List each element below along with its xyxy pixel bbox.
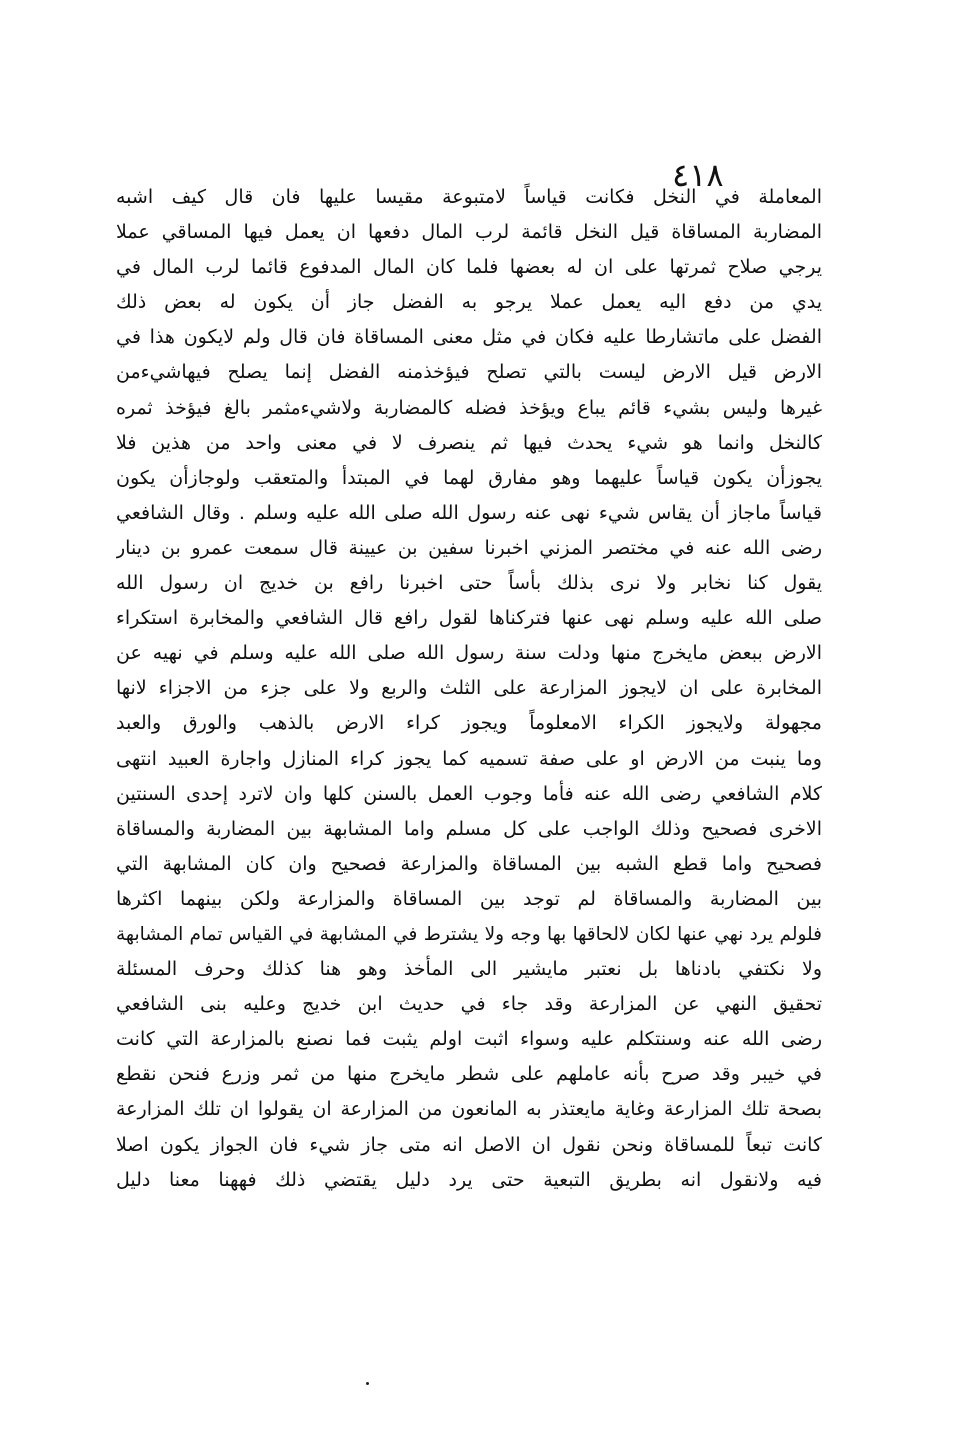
text-line: بين المضاربة والمساقاة لم توجد بين المساقاة والمزارعة ولكن بينهما اكثرها xyxy=(116,887,822,910)
text-line: كانت تبعاً للمساقاة ونحن نقول ان الاصل انه متى جاز شيء فان الجواز يكون اصلا xyxy=(116,1133,822,1156)
text-line: كالنخل وانما هو شيء يحدث فيها ثم ينصرف لا في معنى واحد من هذين فلا xyxy=(116,431,822,454)
text-line: في خيبر وقد صرح بأنه عاملهم على شطر مايخرج منها من ثمر وزرع فنحن نقطع xyxy=(116,1063,822,1086)
text-line: مجهولة ولايجوز الكراء الامعلوماً ويجوز كراء الارض بالذهب والورق والعبد xyxy=(116,712,822,735)
text-line: رضى الله عنه وسنتكلم عليه وسواء اثبت اولم يثبت فما نصنع بالمزارعة التي كانت xyxy=(116,1028,822,1051)
text-line: يرجي صلاح ثمرتها على ان له بعضها فلما كان المال المدفوع قائما لرب المال في xyxy=(116,256,822,279)
text-line: كلام الشافعي رضى الله عنه فأما وجوب العمل بالسنن كلها وان لاترد إحدى السنتين xyxy=(116,782,822,805)
text-line: يدي من دفع اليه يعمل عملا يرجو به الفضل جاز أن يكون له بعض ذلك xyxy=(116,291,822,314)
scan-speck xyxy=(366,1382,369,1385)
text-line: يقول كنا نخابر ولا نرى بذلك بأساً حتى اخبرنا رافع بن خديج ان رسول الله xyxy=(116,572,822,595)
text-line: بصحة تلك المزارعة وغاية مايعتذر به المانعون من المزارعة ان يقولوا ان تلك المزارعة xyxy=(116,1098,822,1121)
text-line: فيه ولانقول انه بطريق التبعية حتى يرد دليل يقتضي ذلك فههنا معنا دليل xyxy=(116,1168,822,1191)
text-line: المعاملة في النخل فكانت قياساً لامتبوعة مقيسا عليها فان قال كيف اشبه xyxy=(116,186,822,208)
text-line: الاخرى فصحيح وذلك الواجب على كل مسلم واما المشابهة بين المضاربة والمساقاة xyxy=(116,817,822,840)
text-line: وما ينبت من الارض او على صفة تسميه كما يجوز كراء المنازل واجارة العبيد انتهى xyxy=(116,747,822,770)
text-line: ولا نكتفي بادناها بل نعتبر مايشير الى المأخذ وهو هنا كذلك وحرف المسئلة xyxy=(116,958,822,981)
text-line: الارض قيل الارض ليست بالتي تصلح فيؤخذمنه الفضل إنما يصلح فيهاشيءمن xyxy=(116,361,822,384)
text-line: قياساً ماجاز أن يقاس شيء نهى عنه رسول الله صلى الله عليه وسلم . وقال الشافعي xyxy=(116,501,822,524)
text-line: صلى الله عليه وسلم نهى عنها فتركناها لقول رافع قال الشافعي والمخابرة استكراء xyxy=(116,607,822,630)
text-line: فلولم يرد نهي عنها لكان لالحاقها بها وجه ولا يشترط في المشابهة في القياس تمام المشابهة xyxy=(116,923,822,945)
text-line: رضى الله عنه في مختصر المزني اخبرنا سفين بن عيينة قال سمعت عمرو بن دينار xyxy=(116,536,822,559)
text-line: الارض ببعض مايخرج منها ودلت سنة رسول الله صلى الله عليه وسلم في نهيه عن xyxy=(116,642,822,665)
page-number: ٤١٨ xyxy=(672,156,724,194)
text-line: غيرها وليس بشيء قائم يباع ويؤخذ فضله كالمضاربة ولاشيءمثمر بالغ فيؤخذ ثمره xyxy=(116,396,822,419)
text-line: تحقيق النهي عن المزارعة وقد جاء في حديث ابن خديج وعليه بنى الشافعي xyxy=(116,993,822,1016)
text-line: يجوزأن يكون قياساً عليهما وهو مفارق لهما في المبتدأ والمتعقب ولوجازأن يكون xyxy=(116,466,822,489)
text-line: فصحيح واما قطع الشبه بين المساقاة والمزارعة فصحيح وان كان المشابهة التي xyxy=(116,852,822,875)
body-text xyxy=(116,180,822,1198)
text-line: الفضل على ماتشارطا عليه فكان في مثل معنى المساقاة فان قال ولم لايكون هذا في xyxy=(116,326,822,349)
text-line: المضاربة المساقاة قيل النخل قائمة لرب المال دفعها ان يعمل فيها المساقي عملا xyxy=(116,221,822,244)
text-line: المخابرة على ان لايجوز المزارعة على الثلث والربع ولا على جزء من الاجزاء لانها xyxy=(116,677,822,700)
